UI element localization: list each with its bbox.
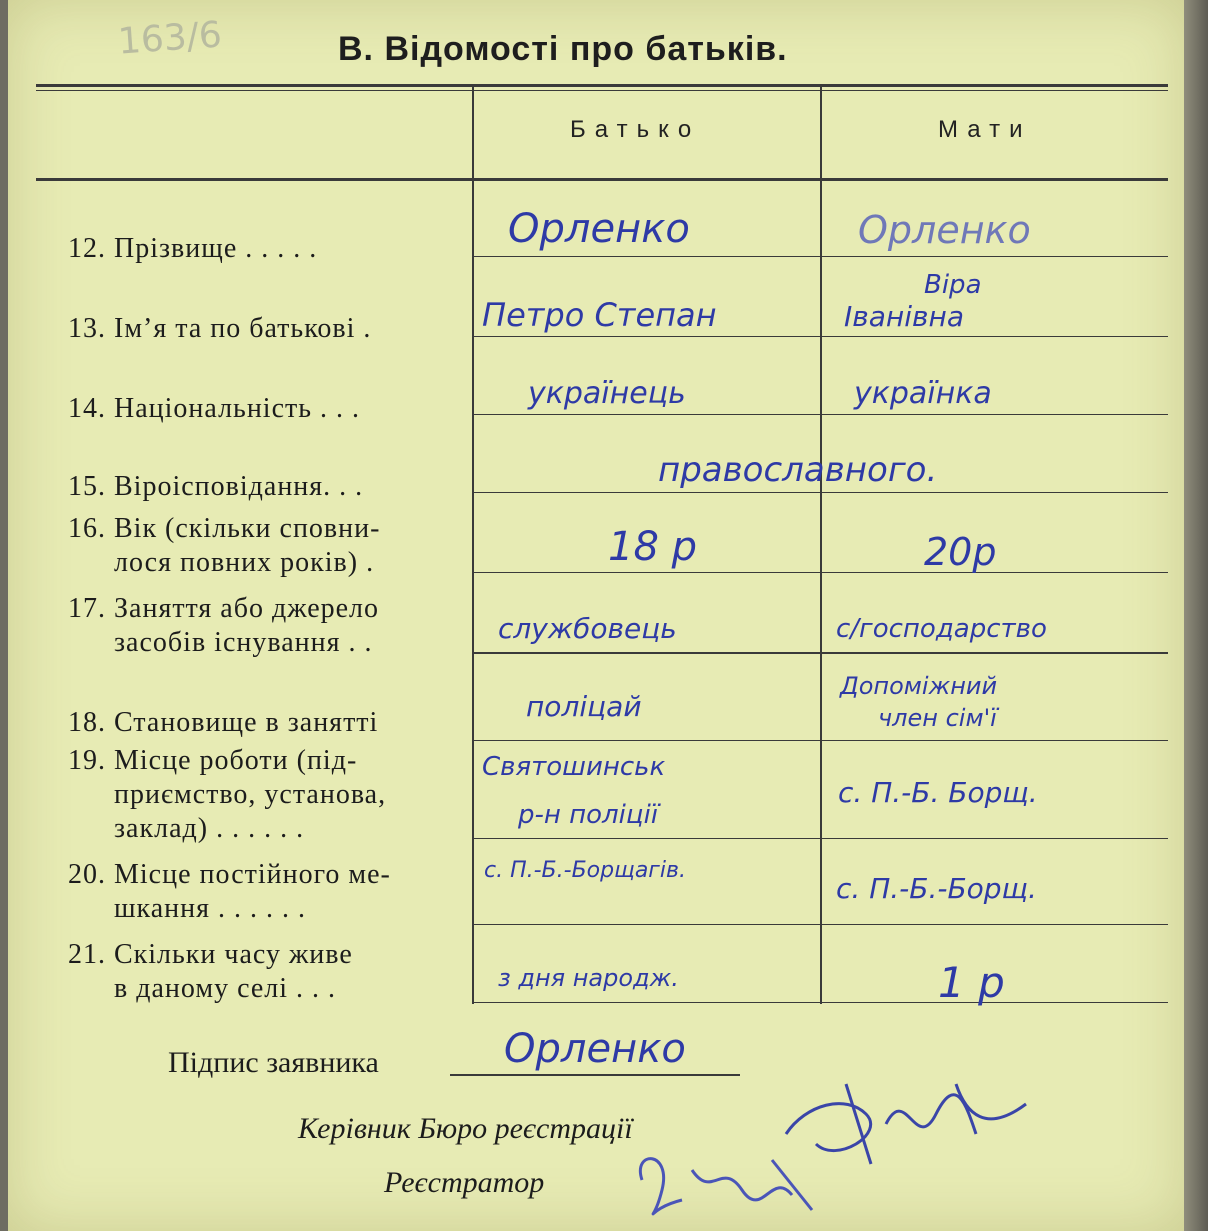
row-rule: [474, 740, 1168, 741]
father-workplace-line2: р-н поліції: [518, 800, 659, 830]
mother-patronymic: Іванівна: [844, 300, 964, 333]
mother-position-line2: член сім'ї: [878, 704, 997, 732]
father-nationality: українець: [528, 376, 686, 411]
header-bottom-rule: [36, 178, 1168, 181]
top-rule: [36, 84, 1168, 87]
row-18-label: [36, 706, 466, 740]
father-residence-duration: з дня народж.: [498, 964, 679, 992]
father-surname: Орленко: [508, 206, 690, 252]
mother-nationality: українка: [854, 376, 992, 411]
father-position: поліцай: [526, 690, 642, 723]
row-number: 14.: [68, 393, 106, 424]
top-rule-thin: [36, 90, 1168, 91]
row-17-label: 17. Заняття або джерело засобів існування . .: [36, 592, 466, 660]
row-label-text: Віроісповідання.: [114, 471, 332, 502]
row-label-continuation: лося повних років): [114, 547, 359, 578]
row-number: 13.: [68, 313, 106, 344]
mother-surname: Орленко: [858, 208, 1031, 252]
row-label-text: Заняття або джерело: [114, 593, 380, 624]
mother-position-line1: Допоміжний: [840, 672, 998, 700]
row-13-label: 13. Ім’я та по батькові .: [36, 312, 466, 346]
row-label-continuation: засобів існування: [114, 627, 341, 658]
row-label-text: Національність: [114, 393, 313, 424]
form-title: В. Відомості про батьків.: [338, 30, 788, 68]
father-age: 18 р: [608, 524, 698, 570]
row-label-text: Скільки часу живе: [114, 939, 353, 970]
applicant-signature-line: [450, 1074, 740, 1076]
row-21-label: 21. Скільки часу живе в даному селі . . .: [36, 938, 466, 1006]
row-label-text: Прізвище: [114, 233, 238, 264]
row-number: 16.: [68, 513, 106, 544]
father-occupation: службовець: [498, 612, 677, 645]
row-rule: [474, 256, 1168, 257]
registrar-label: Реєстратор: [384, 1166, 545, 1199]
row-label-text: Становище в занятті: [114, 707, 379, 738]
document-sheet: [8, 0, 1186, 1231]
column-divider-2: [820, 86, 822, 1004]
father-name-patronymic: Петро Степан: [482, 296, 717, 334]
row-rule: [474, 414, 1168, 415]
mother-age: 20р: [924, 530, 997, 574]
archive-pencil-mark: 163/6: [116, 14, 224, 63]
registrar-signature: [622, 1140, 822, 1220]
row-label-text: Ім’я та по батькові: [114, 313, 356, 344]
row-number: 15.: [68, 471, 106, 502]
mother-residence-duration: 1 р: [938, 958, 1005, 1007]
row-14-label: 14. Національність . . .: [36, 392, 466, 426]
row-number: 18.: [68, 707, 106, 738]
row-label-text: Вік (скільки сповни-: [114, 513, 381, 544]
mother-name: Віра: [924, 270, 982, 300]
row-rule: [474, 1002, 1168, 1003]
father-residence: с. П.-Б.-Борщагів.: [484, 858, 686, 883]
row-19-label: 19. Місце роботи (під- приємство, установа, заклад) . . . . . .: [36, 744, 466, 846]
row-label-continuation: шкання: [114, 893, 211, 924]
religion: православного.: [658, 450, 938, 490]
row-rule: [474, 336, 1168, 337]
row-label-text: Місце постійного ме-: [114, 859, 391, 890]
row-rule: [474, 652, 1168, 654]
mother-workplace: с. П.-Б. Борщ.: [838, 776, 1038, 809]
row-label-continuation-2: заклад): [114, 813, 209, 844]
column-header-father: Батько: [570, 116, 701, 143]
applicant-signature-value: Орленко: [504, 1026, 686, 1072]
row-20-label: 20. Місце постійного ме- шкання . . . . . .: [36, 858, 466, 926]
mother-occupation: с/господарство: [836, 614, 1047, 644]
row-rule: [474, 572, 1168, 573]
row-label-text: Місце роботи (під-: [114, 745, 358, 776]
scan-edge: [1184, 0, 1208, 1231]
row-16-label: 16. Вік (скільки сповни- лося повних років) .: [36, 512, 466, 580]
column-header-mother: Мати: [938, 116, 1032, 143]
row-number: 19.: [68, 745, 106, 776]
row-number: 17.: [68, 593, 106, 624]
row-rule: [474, 924, 1168, 925]
column-divider-1: [472, 86, 474, 1004]
bureau-head-label: Керівник Бюро реєстрації: [298, 1112, 633, 1145]
row-number: 20.: [68, 859, 106, 890]
applicant-signature-label: Підпис заявника: [168, 1046, 379, 1079]
row-number: 21.: [68, 939, 106, 970]
row-number: 12.: [68, 233, 106, 264]
row-label-continuation: приємство, установа,: [114, 779, 387, 810]
father-workplace-line1: Святошинськ: [482, 752, 666, 782]
row-rule: [474, 838, 1168, 839]
row-rule: [474, 492, 1168, 493]
row-15-label: 15. Віроісповідання. . .: [36, 470, 466, 504]
row-12-label: 12. Прізвище . . . . .: [36, 232, 466, 266]
row-label-continuation: в даному селі: [114, 973, 289, 1004]
mother-residence: с. П.-Б.-Борщ.: [836, 872, 1037, 905]
